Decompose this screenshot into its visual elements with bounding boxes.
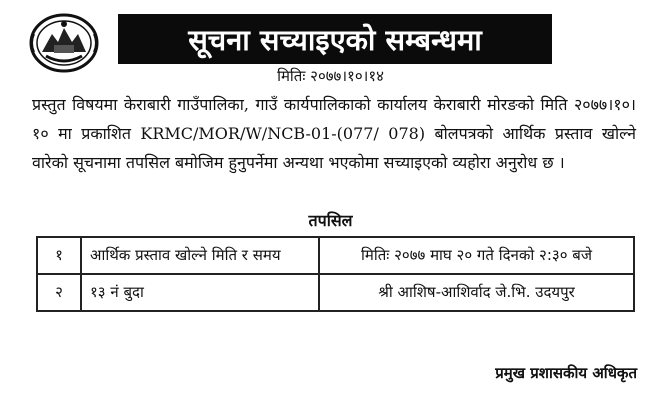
notice-paragraph: प्रस्तुत विषयमा केराबारी गाउँपालिका, गाउँ कार्यपालिकाको कार्यालय केराबारी मोरङको मिति २०७७।१०।१० मा प्रकाशित KRMC/MOR/W/NCB-01-(077/ 078) बोलपत्रको आर्थिक प्रस्ताव खोल्ने वारेको सूचनामा तपसिल बमोजिम हुनुपर्नेमा अन्यथा भएकोमा सच्याइएको व्यहोरा अनुरोध छ ।	[32, 95, 636, 172]
nepal-emblem-icon	[28, 12, 100, 74]
signatory-title: प्रमुख प्रशासकीय अधिकृत	[495, 364, 637, 382]
row-label: १३ नं बुदा	[81, 274, 319, 311]
notice-title: सूचना सच्याइएको सम्बन्धमा	[118, 14, 552, 64]
row-value: मितिः २०७७ माघ २० गते दिनको २:३० बजे	[319, 237, 634, 274]
row-number: १	[37, 237, 81, 274]
row-label: आर्थिक प्रस्ताव खोल्ने मिति र समय	[81, 237, 319, 274]
details-table	[36, 236, 635, 312]
details-heading: तपसिल	[308, 211, 353, 230]
notice-date: मितिः २०७७।१०।१४	[277, 67, 384, 85]
row-number: २	[37, 274, 81, 311]
table-row	[37, 274, 634, 311]
table-row	[37, 237, 634, 274]
row-value: श्री आशिष-आशिर्वाद जे.भि. उदयपुर	[319, 274, 634, 311]
